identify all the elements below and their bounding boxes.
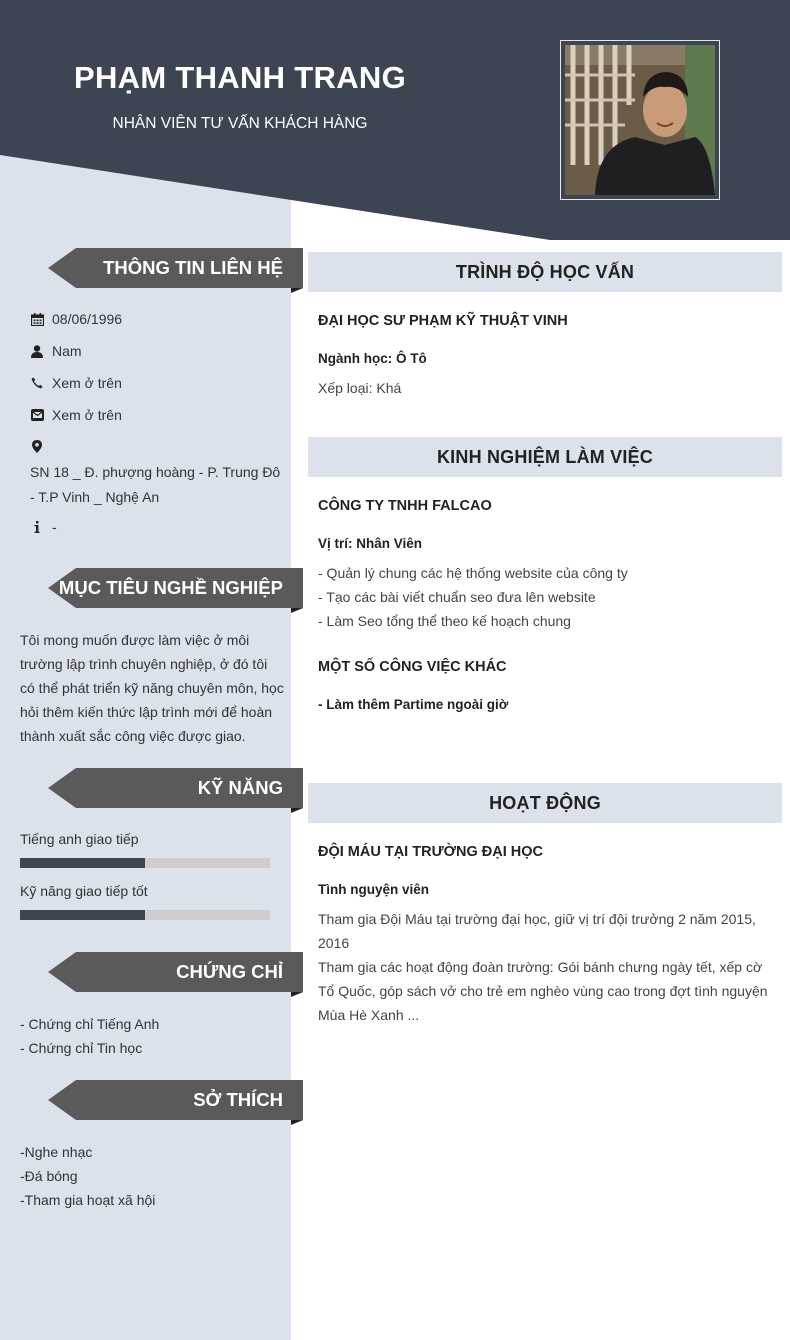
candidate-job-title: NHÂN VIÊN TƯ VẤN KHÁCH HÀNG	[112, 115, 368, 132]
education-school: ĐẠI HỌC SƯ PHẠM KỸ THUẬT VINH	[318, 313, 568, 329]
skill-name: Kỹ năng giao tiếp tốt	[20, 883, 148, 899]
experience-company: CÔNG TY TNHH FALCAO	[318, 498, 492, 514]
activity-description: Tham gia các hoạt động đoàn trường: Gói bánh chưng ngày tết, xếp cờ Tổ Quốc, góp sách vở cho trẻ em nghèo vùng cao trong đợt tình nguyện Mùa Hè Xanh ...	[318, 959, 768, 1023]
address-value: SN 18 _ Đ. phượng hoàng - P. Trung Đô - T.P Vinh _ Nghệ An	[30, 464, 281, 505]
hobbies-section-banner	[48, 1080, 303, 1132]
birthday-value: 08/06/1996	[52, 311, 123, 327]
certificates-section-banner	[48, 952, 303, 1004]
objective-section-title: MỤC TIÊU NGHỀ NGHIỆP	[58, 577, 283, 598]
education-section-title: TRÌNH ĐỘ HỌC VẤN	[308, 252, 782, 292]
avatar	[565, 45, 715, 195]
skill-progress-fill	[20, 858, 145, 868]
info-icon	[30, 520, 44, 534]
duty-item: - Làm Seo tổng thể theo kế hoạch chung	[318, 613, 571, 629]
education-grade: Xếp loại: Khá	[318, 380, 402, 396]
skills-section-title: KỸ NĂNG	[197, 777, 283, 798]
duty-item: - Quản lý chung các hệ thống website của công ty	[318, 565, 628, 581]
activities-section-title: HOẠT ĐỘNG	[308, 783, 782, 823]
objective-section-banner	[48, 568, 303, 620]
phone-row	[30, 375, 122, 391]
candidate-name: PHẠM THANH TRANG	[74, 60, 406, 95]
skill-progress-bar	[20, 910, 270, 920]
contact-section-title: THÔNG TIN LIÊN HỆ	[103, 257, 283, 278]
info-row	[30, 519, 57, 535]
hobbies-section-title: SỞ THÍCH	[193, 1089, 283, 1110]
email-row	[30, 407, 122, 423]
email-value: Xem ở trên	[52, 407, 122, 423]
duty-item: - Tạo các bài viết chuẩn seo đưa lên website	[318, 589, 596, 605]
phone-value: Xem ở trên	[52, 375, 122, 391]
experience-duties	[318, 561, 773, 633]
other-jobs-title: MỘT SỐ CÔNG VIỆC KHÁC	[318, 659, 507, 675]
info-value: -	[52, 519, 57, 535]
experience-position: Vị trí: Nhân Viên	[318, 536, 423, 551]
education-major: Ngành học: Ô Tô	[318, 351, 427, 366]
map-marker-icon	[30, 439, 44, 453]
gender-row	[30, 343, 82, 359]
experience-section-title: KINH NGHIỆM LÀM VIỆC	[308, 437, 782, 477]
user-icon	[30, 344, 44, 358]
hobbies-list	[20, 1140, 285, 1212]
skill-name: Tiếng anh giao tiếp	[20, 831, 139, 847]
contact-section-banner	[48, 248, 303, 300]
gender-value: Nam	[52, 343, 82, 359]
skills-section-banner	[48, 768, 303, 820]
birthday-row	[30, 311, 122, 327]
skill-progress-fill	[20, 910, 145, 920]
phone-icon	[30, 376, 44, 390]
activity-organization: ĐỘI MÁU TẠI TRƯỜNG ĐẠI HỌC	[318, 844, 543, 860]
hobby-item: -Đá bóng	[20, 1168, 78, 1184]
other-job-item: - Làm thêm Partime ngoài giờ	[318, 697, 509, 712]
profile-photo	[560, 40, 720, 200]
envelope-icon	[30, 408, 44, 422]
certificates-list	[20, 1012, 285, 1060]
skill-progress-bar	[20, 858, 270, 868]
certificate-item: - Chứng chỉ Tin học	[20, 1040, 143, 1056]
address-icon-row	[30, 439, 52, 453]
certificate-item: - Chứng chỉ Tiếng Anh	[20, 1016, 160, 1032]
hobby-item: -Nghe nhạc	[20, 1144, 93, 1160]
objective-text: Tôi mong muốn được làm việc ở môi trường lập trình chuyên nghiệp, ở đó tôi có thể phát triển kỹ năng chuyên môn, học hỏi thêm kiến thức lập trình mới để hoàn thành xuất sắc công việc được giao.	[20, 632, 284, 744]
activity-description: Tham gia Đội Máu tại trường đại học, giữ vị trí đội trưởng 2 năm 2015, 2016	[318, 911, 756, 951]
certificates-section-title: CHỨNG CHỈ	[176, 961, 283, 982]
activity-descriptions	[318, 907, 773, 1027]
calendar-icon	[30, 312, 44, 326]
hobby-item: -Tham gia hoạt xã hội	[20, 1192, 156, 1208]
activity-role: Tình nguyện viên	[318, 882, 430, 897]
